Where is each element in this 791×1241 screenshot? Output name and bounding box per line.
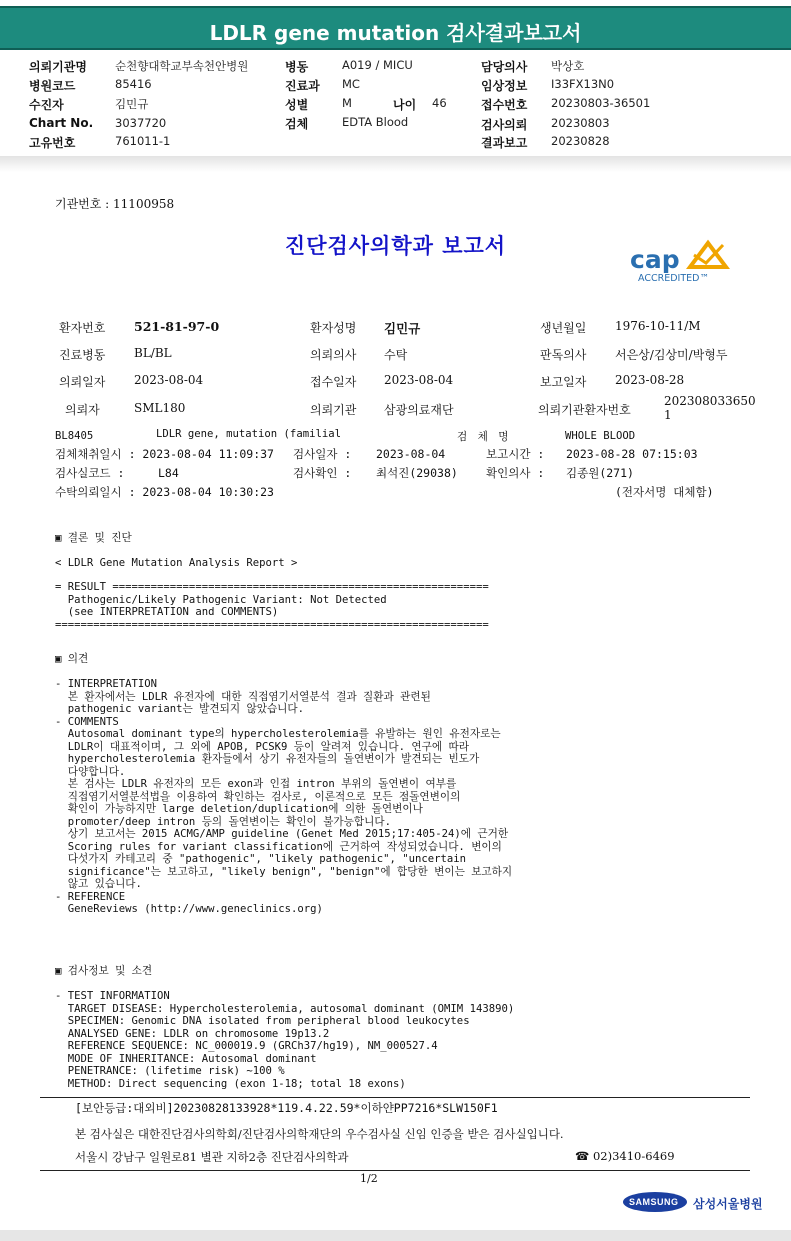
specimen-value: WHOLE BLOOD: [565, 430, 636, 442]
text-line: METHOD: Direct sequencing (exon 1-18; total 18 exons): [55, 1077, 406, 1090]
info-label: 검사의뢰: [481, 118, 528, 132]
lab-code-value: L84: [158, 466, 179, 480]
patient-label: 의뢰일자: [59, 375, 106, 389]
patient-value-cont: 1: [664, 408, 672, 422]
patient-label: 환자번호: [59, 321, 106, 335]
certification-line: 본 검사실은 대한진단검사의학회/진단검사의학재단의 우수검사실 신임 인증을 받은 검사실입니다.: [75, 1127, 564, 1141]
patient-value: 2023-08-28: [615, 373, 685, 387]
patient-value: 1976-10-11/M: [615, 319, 701, 333]
text-line: - INTERPRETATION: [55, 678, 158, 690]
text-line: (see INTERPRETATION and COMMENTS): [55, 606, 279, 618]
test-code: BL8405: [55, 430, 94, 442]
text-line: 상기 보고서는 2015 ACMG/AMP guideline (Genet Med 2015;17:405-24)에 근거한: [55, 828, 509, 840]
address-line: 서울시 강남구 일원로81 별관 지하2층 진단검사의학과: [75, 1150, 349, 1164]
info-value: 85416: [115, 77, 152, 91]
opinion-block: [55, 678, 512, 916]
samsung-text: SAMSUNG: [629, 1197, 679, 1207]
test-date-label: 검사일자 :: [293, 447, 352, 461]
info-value: 761011-1: [115, 134, 171, 148]
e-signature-note: (전자서명 대체함): [615, 485, 714, 499]
text-line: GeneReviews (http://www.geneclinics.org): [55, 903, 323, 915]
specimen-label: 검 체 명: [457, 431, 511, 443]
text-line: 않고 있습니다.: [55, 878, 142, 890]
info-label: 결과보고: [481, 136, 528, 150]
report-time-value: 2023-08-28 07:15:03: [566, 447, 698, 461]
info-value: 3037720: [115, 116, 167, 130]
cap-brand-text: cap: [630, 245, 680, 274]
section-testinfo-heading: ▣ 검사정보 및 소견: [55, 965, 153, 977]
info-label: 수진자: [29, 98, 64, 112]
test-date-value: 2023-08-04: [376, 447, 446, 461]
patient-value: 삼광의료재단: [384, 403, 454, 417]
text-line: 본 검사는 LDLR 유전자의 모든 exon과 인접 intron 부위의 돌연변이 여부를: [55, 778, 457, 790]
info-label: 진료과: [285, 79, 320, 93]
text-line: pathogenic variant는 발견되지 않았습니다.: [55, 703, 305, 715]
info-label: 병동: [285, 60, 309, 74]
text-line: 본 환자에서는 LDLR 유전자에 대한 직접염기서열분석 결과 질환과 관련된: [55, 690, 431, 703]
text-line: 다섯가지 카테고리 중 "pathogenic", "likely pathogenic", "uncertain: [55, 853, 467, 865]
text-line: significance"는 보고하고, "likely benign", "benign"에 합당한 변이는 보고하지: [55, 865, 513, 878]
page-bottom-bar: [0, 1230, 791, 1241]
phone-line: ☎ 02)3410-6469: [575, 1149, 675, 1163]
text-line: MODE OF INHERITANCE: Autosomal dominant: [55, 1052, 317, 1065]
info-label: 병원코드: [29, 79, 76, 93]
patient-value: 서은상/김상미/박형두: [615, 348, 728, 362]
text-line: - TEST INFORMATION: [55, 990, 170, 1002]
referral-time: 수탁의뢰일시 : 2023-08-04 10:30:23: [55, 485, 274, 499]
text-line: ANALYSED GENE: LDLR on chromosome 19p13.2: [55, 1027, 330, 1040]
patient-label: 생년월일: [540, 321, 587, 335]
text-line: - COMMENTS: [55, 715, 119, 728]
patient-label: 의뢰자: [65, 403, 100, 417]
patient-label: 의뢰의사: [310, 348, 357, 362]
report-header-title: LDLR gene mutation 검사결과보고서: [209, 21, 582, 45]
text-line: Autosomal dominant type의 hypercholesterolemia를 유발하는 원인 유전자로는: [55, 728, 501, 740]
text-line: promoter/deep intron 등의 돌연변이는 확인이 불가능합니다.: [55, 815, 391, 828]
info-value: M: [342, 96, 352, 110]
report-subtitle: < LDLR Gene Mutation Analysis Report >: [55, 557, 298, 569]
patient-label: 의뢰기관: [310, 403, 357, 417]
test-confirm-value: 최석진(29038): [376, 466, 458, 480]
patient-value: 2023-08-04: [134, 373, 204, 387]
text-line: = RESULT ===========================================================: [55, 581, 489, 593]
info-label: 성별: [285, 98, 309, 112]
lab-code-label: 검사실코드 :: [55, 466, 125, 480]
text-line: 확인이 가능하지만 large deletion/duplication에 의한 돌연변이나: [55, 803, 423, 815]
text-line: LDLR이 대표적이며, 그 외에 APOB, PCSK9 등이 알려져 있습니다. 연구에 따라: [55, 740, 469, 753]
text-line: REFERENCE SEQUENCE: NC_000019.9 (GRCh37/hg19), NM_000527.4: [55, 1040, 438, 1052]
text-line: PENETRANCE: (lifetime risk) ~100 %: [55, 1065, 285, 1077]
cap-sub-text: ACCREDITED™: [638, 273, 709, 284]
footer-box: [40, 1097, 750, 1171]
patient-value: 202308033650: [664, 394, 756, 408]
text-line: 다양합니다.: [55, 765, 126, 778]
info-value: 20230803-36501: [551, 96, 651, 110]
text-line: Pathogenic/Likely Pathogenic Variant: Not Detected: [55, 593, 387, 606]
patient-value: SML180: [134, 401, 186, 415]
hospital-name: 삼성서울병원: [693, 1197, 763, 1211]
info-label: 나이: [393, 98, 417, 112]
info-value: A019 / MICU: [342, 58, 413, 72]
page-title: 진단검사의학과 보고서: [284, 234, 507, 258]
page-number: 1/2: [360, 1172, 378, 1185]
patient-value: 수탁: [384, 348, 408, 362]
info-label: 담당의사: [481, 60, 528, 74]
text-line: hypercholesterolemia 환자들에서 상기 유전자들의 돌연변이가 발견되는 빈도가: [55, 753, 480, 765]
info-value: EDTA Blood: [342, 115, 409, 129]
patient-value: 김민규: [384, 321, 421, 336]
cap-accredited-logo: [626, 237, 736, 287]
patient-value: 521-81-97-0: [134, 319, 220, 334]
info-value: 김민규: [115, 97, 149, 111]
patient-label: 보고일자: [540, 375, 587, 389]
confirm-doctor-label: 확인의사 :: [486, 466, 545, 480]
text-line: TARGET DISEASE: Hypercholesterolemia, autosomal dominant (OMIM 143890): [55, 1002, 515, 1015]
test-confirm-label: 검사확인 :: [293, 466, 352, 480]
institution-number: 기관번호 : 11100958: [55, 197, 175, 211]
patient-value: 2023-08-04: [384, 373, 454, 387]
cap-logo-icon: [626, 237, 736, 287]
info-value: 순천향대학교부속천안병원: [115, 59, 249, 73]
info-value: I33FX13N0: [551, 77, 615, 91]
info-value: 20230828: [551, 134, 610, 148]
text-line: SPECIMEN: Genomic DNA isolated from peripheral blood leukocytes: [55, 1015, 470, 1027]
section-divider: [0, 156, 791, 172]
result-block: [55, 581, 489, 631]
info-label: Chart No.: [29, 116, 94, 130]
info-label: 검체: [285, 117, 309, 131]
text-line: ====================================================================: [55, 618, 489, 631]
info-value: 20230803: [551, 116, 610, 130]
text-line: - REFERENCE: [55, 890, 126, 903]
section-conclusion-heading: ▣ 결론 및 진단: [55, 532, 132, 544]
report-header-bar: [0, 6, 791, 50]
confirm-doctor-value: 김종원(271): [566, 466, 634, 480]
security-line: [보안등급:대외비]20230828133928*119.4.22.59*이하얀PP7216*SLW150F1: [75, 1101, 498, 1115]
info-label: 의뢰기관명: [29, 60, 87, 74]
text-line: 직접염기서열분석법을 이용하여 확인하는 검사로, 이론적으로 모든 점돌연변이의: [55, 790, 461, 803]
patient-label: 의뢰기관환자번호: [538, 403, 631, 417]
testinfo-block: [55, 990, 514, 1090]
info-value: 박상호: [551, 59, 585, 73]
section-opinion-heading: ▣ 의견: [55, 653, 89, 665]
patient-value: BL/BL: [134, 346, 172, 360]
report-time-label: 보고시간 :: [486, 447, 545, 461]
text-line: Scoring rules for variant classification에 근거하여 작성되었습니다. 변이의: [55, 840, 502, 853]
patient-label: 판독의사: [540, 348, 587, 362]
patient-label: 환자성명: [310, 321, 357, 335]
patient-label: 진료병동: [59, 348, 106, 362]
samsung-hospital-logo: [623, 1190, 763, 1216]
info-label: 고유번호: [29, 136, 76, 150]
info-value: 46: [432, 96, 447, 110]
info-label: 임상정보: [481, 79, 528, 93]
test-name: LDLR gene, mutation (familial: [156, 428, 341, 440]
info-value: MC: [342, 77, 360, 91]
collection-time: 검체채취일시 : 2023-08-04 11:09:37: [55, 447, 274, 461]
info-label: 접수번호: [481, 98, 528, 112]
patient-label: 접수일자: [310, 375, 357, 389]
